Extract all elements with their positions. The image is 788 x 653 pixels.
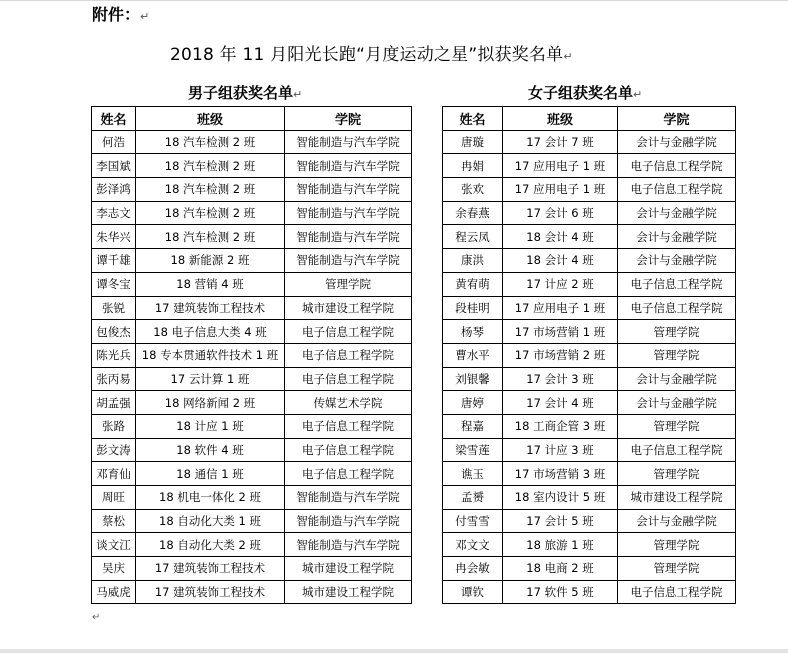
- cell-college[interactable]: 电子信息工程学院: [618, 580, 736, 604]
- cell-class[interactable]: 18 软件 4 班: [136, 438, 285, 462]
- table-row: [443, 438, 736, 462]
- table-header-row: [443, 107, 736, 131]
- cell-name[interactable]: 张路: [92, 414, 136, 438]
- cell-name[interactable]: 谯玉: [443, 462, 503, 486]
- table-row: [443, 509, 736, 533]
- male-winners-table[interactable]: [91, 106, 412, 604]
- cell-name[interactable]: 谭千雄: [92, 249, 136, 273]
- cell-name[interactable]: 康洪: [443, 249, 503, 273]
- cell-college[interactable]: 电子信息工程学院: [285, 438, 412, 462]
- cell-name[interactable]: 唐婷: [443, 391, 503, 415]
- cell-class[interactable]: 17 会计 3 班: [503, 367, 618, 391]
- cell-college[interactable]: 管理学院: [618, 320, 736, 344]
- cell-college[interactable]: 智能制造与汽车学院: [285, 533, 412, 557]
- female-winners-table[interactable]: [442, 106, 736, 604]
- table-row: [92, 343, 412, 367]
- cell-college[interactable]: 智能制造与汽车学院: [285, 249, 412, 273]
- table-row: [92, 414, 412, 438]
- paragraph-mark: ↵: [140, 10, 150, 23]
- cell-class[interactable]: 17 会计 4 班: [503, 391, 618, 415]
- table-row: [92, 225, 412, 249]
- cell-name[interactable]: 周旺: [92, 486, 136, 510]
- cell-name[interactable]: 谭钦: [443, 580, 503, 604]
- cell-class[interactable]: 18 工商企管 3 班: [503, 414, 618, 438]
- table-row: [92, 533, 412, 557]
- table-row: [92, 272, 412, 296]
- cell-class[interactable]: 18 自动化大类 2 班: [136, 533, 285, 557]
- cell-college[interactable]: 电子信息工程学院: [285, 320, 412, 344]
- table-row: [92, 462, 412, 486]
- table-row: [443, 296, 736, 320]
- male-table-body: [92, 130, 412, 604]
- table-row: [92, 486, 412, 510]
- cell-name[interactable]: 刘银馨: [443, 367, 503, 391]
- cell-college[interactable]: 城市建设工程学院: [285, 296, 412, 320]
- cell-college[interactable]: 电子信息工程学院: [618, 154, 736, 178]
- cell-college[interactable]: 智能制造与汽车学院: [285, 154, 412, 178]
- cell-class[interactable]: 18 专本贯通软件技术 1 班: [136, 343, 285, 367]
- cell-college[interactable]: 电子信息工程学院: [618, 438, 736, 462]
- cell-class[interactable]: 17 应用电子 1 班: [503, 178, 618, 202]
- table-row: [92, 154, 412, 178]
- page-bottom-edge: [0, 649, 788, 653]
- table-row: [443, 154, 736, 178]
- table-row: [92, 320, 412, 344]
- column-header-class[interactable]: 班级: [136, 107, 285, 131]
- cell-name[interactable]: 杨琴: [443, 320, 503, 344]
- cell-name[interactable]: 彭泽鸿: [92, 178, 136, 202]
- cell-class[interactable]: 17 云计算 1 班: [136, 367, 285, 391]
- cell-class[interactable]: 17 计应 2 班: [503, 272, 618, 296]
- table-row: [443, 557, 736, 581]
- cell-name[interactable]: 朱华兴: [92, 225, 136, 249]
- cell-class[interactable]: 18 新能源 2 班: [136, 249, 285, 273]
- cell-name[interactable]: 孟赟: [443, 486, 503, 510]
- paragraph-mark: ↵: [563, 50, 573, 63]
- cell-class[interactable]: 17 建筑装饰工程技术: [136, 580, 285, 604]
- cell-college[interactable]: 会计与金融学院: [618, 391, 736, 415]
- cell-class[interactable]: 17 应用电子 1 班: [503, 154, 618, 178]
- cell-class[interactable]: 18 电商 2 班: [503, 557, 618, 581]
- table-row: [443, 130, 736, 154]
- cell-class[interactable]: 18 室内设计 5 班: [503, 486, 618, 510]
- cell-college[interactable]: 电子信息工程学院: [285, 462, 412, 486]
- column-header-name[interactable]: 姓名: [92, 107, 136, 131]
- cell-college[interactable]: 智能制造与汽车学院: [285, 486, 412, 510]
- table-row: [92, 509, 412, 533]
- cell-name[interactable]: 黄宥萌: [443, 272, 503, 296]
- cell-name[interactable]: 陈光兵: [92, 343, 136, 367]
- cell-college[interactable]: 电子信息工程学院: [618, 178, 736, 202]
- cell-class[interactable]: 18 机电一体化 2 班: [136, 486, 285, 510]
- cell-college[interactable]: 会计与金融学院: [618, 509, 736, 533]
- female-list-heading[interactable]: [528, 82, 642, 103]
- cell-class[interactable]: 17 会计 6 班: [503, 201, 618, 225]
- attachment-label[interactable]: [92, 2, 149, 25]
- cell-class[interactable]: 18 汽车检测 2 班: [136, 178, 285, 202]
- cell-college[interactable]: 电子信息工程学院: [285, 414, 412, 438]
- cell-name[interactable]: 冉娟: [443, 154, 503, 178]
- cell-name[interactable]: 李志文: [92, 201, 136, 225]
- cell-college[interactable]: 智能制造与汽车学院: [285, 201, 412, 225]
- cell-college[interactable]: 智能制造与汽车学院: [285, 225, 412, 249]
- table-row: [92, 178, 412, 202]
- cell-name[interactable]: 余春燕: [443, 201, 503, 225]
- cell-college[interactable]: 电子信息工程学院: [285, 367, 412, 391]
- page-top-edge: [0, 0, 788, 1]
- cell-college[interactable]: 智能制造与汽车学院: [285, 509, 412, 533]
- cell-college[interactable]: 电子信息工程学院: [618, 296, 736, 320]
- table-row: [92, 130, 412, 154]
- cell-class[interactable]: 18 汽车检测 2 班: [136, 201, 285, 225]
- cell-name[interactable]: 张丙易: [92, 367, 136, 391]
- cell-class[interactable]: 17 计应 3 班: [503, 438, 618, 462]
- cell-name[interactable]: 包俊杰: [92, 320, 136, 344]
- cell-class[interactable]: 18 汽车检测 2 班: [136, 130, 285, 154]
- cell-college[interactable]: 会计与金融学院: [618, 130, 736, 154]
- cell-name[interactable]: 吴庆: [92, 557, 136, 581]
- cell-college[interactable]: 管理学院: [618, 414, 736, 438]
- cell-name[interactable]: 程嘉: [443, 414, 503, 438]
- table-row: [92, 296, 412, 320]
- cell-name[interactable]: 彭文涛: [92, 438, 136, 462]
- document-title-text: 2018 年 11 月阳光长跑“月度运动之星”拟获奖名单: [170, 45, 564, 65]
- table-header-row: [92, 107, 412, 131]
- table-row: [92, 557, 412, 581]
- table-row: [443, 414, 736, 438]
- attachment-label-text: 附件：: [92, 5, 141, 24]
- cell-class[interactable]: 17 建筑装饰工程技术: [136, 296, 285, 320]
- male-heading-text: 男子组获奖名单: [188, 84, 294, 102]
- cell-college[interactable]: 会计与金融学院: [618, 367, 736, 391]
- cell-name[interactable]: 邓育仙: [92, 462, 136, 486]
- cell-name[interactable]: 谈文江: [92, 533, 136, 557]
- table-row: [443, 391, 736, 415]
- cell-college[interactable]: 管理学院: [618, 343, 736, 367]
- table-row: [92, 201, 412, 225]
- cell-name[interactable]: 梁雪莲: [443, 438, 503, 462]
- cell-class[interactable]: 18 汽车检测 2 班: [136, 154, 285, 178]
- cell-class[interactable]: 17 市场营销 3 班: [503, 462, 618, 486]
- table-row: [92, 367, 412, 391]
- cell-class[interactable]: 17 软件 5 班: [503, 580, 618, 604]
- column-header-class[interactable]: 班级: [503, 107, 618, 131]
- cell-name[interactable]: 蔡松: [92, 509, 136, 533]
- cell-class[interactable]: 18 旅游 1 班: [503, 533, 618, 557]
- cell-college[interactable]: 智能制造与汽车学院: [285, 130, 412, 154]
- table-row: [443, 533, 736, 557]
- cell-college[interactable]: 电子信息工程学院: [285, 343, 412, 367]
- table-row: [92, 249, 412, 273]
- cell-college[interactable]: 管理学院: [285, 272, 412, 296]
- cell-class[interactable]: 18 网络新闻 2 班: [136, 391, 285, 415]
- cell-class[interactable]: 18 通信 1 班: [136, 462, 285, 486]
- cell-name[interactable]: 张锐: [92, 296, 136, 320]
- paragraph-mark: ↵: [92, 612, 101, 623]
- table-row: [443, 249, 736, 273]
- cell-college[interactable]: 城市建设工程学院: [285, 557, 412, 581]
- cell-college[interactable]: 管理学院: [618, 462, 736, 486]
- cell-name[interactable]: 唐璇: [443, 130, 503, 154]
- table-row: [443, 178, 736, 202]
- cell-class[interactable]: 17 会计 5 班: [503, 509, 618, 533]
- cell-college[interactable]: 传媒艺术学院: [285, 391, 412, 415]
- cell-college[interactable]: 会计与金融学院: [618, 249, 736, 273]
- cell-college[interactable]: 城市建设工程学院: [285, 580, 412, 604]
- cell-college[interactable]: 管理学院: [618, 533, 736, 557]
- cell-name[interactable]: 何浩: [92, 130, 136, 154]
- column-header-college[interactable]: 学院: [618, 107, 736, 131]
- table-row: [443, 343, 736, 367]
- cell-name[interactable]: 付雪雪: [443, 509, 503, 533]
- cell-college[interactable]: 会计与金融学院: [618, 201, 736, 225]
- cell-college[interactable]: 智能制造与汽车学院: [285, 178, 412, 202]
- column-header-college[interactable]: 学院: [285, 107, 412, 131]
- cell-class[interactable]: 18 营销 4 班: [136, 272, 285, 296]
- cell-name[interactable]: 张欢: [443, 178, 503, 202]
- cell-class[interactable]: 17 建筑装饰工程技术: [136, 557, 285, 581]
- table-row: [92, 391, 412, 415]
- cell-name[interactable]: 谭冬宝: [92, 272, 136, 296]
- cell-name[interactable]: 程云凤: [443, 225, 503, 249]
- cell-name[interactable]: 邓文文: [443, 533, 503, 557]
- cell-class[interactable]: 18 会计 4 班: [503, 225, 618, 249]
- table-row: [92, 580, 412, 604]
- table-row: [443, 225, 736, 249]
- female-table-body: [443, 130, 736, 604]
- table-row: [443, 367, 736, 391]
- cell-class[interactable]: 17 会计 7 班: [503, 130, 618, 154]
- table-row: [443, 272, 736, 296]
- cell-name[interactable]: 段桂明: [443, 296, 503, 320]
- table-row: [443, 320, 736, 344]
- cell-name[interactable]: 冉会敏: [443, 557, 503, 581]
- cell-college[interactable]: 电子信息工程学院: [618, 272, 736, 296]
- cell-college[interactable]: 会计与金融学院: [618, 225, 736, 249]
- cell-college[interactable]: 城市建设工程学院: [618, 486, 736, 510]
- cell-class[interactable]: 18 自动化大类 1 班: [136, 509, 285, 533]
- table-row: [443, 462, 736, 486]
- male-list-heading[interactable]: [188, 82, 302, 103]
- document-title[interactable]: [170, 40, 573, 65]
- cell-college[interactable]: 管理学院: [618, 557, 736, 581]
- cell-class[interactable]: 17 应用电子 1 班: [503, 296, 618, 320]
- cell-name[interactable]: 马威虎: [92, 580, 136, 604]
- paragraph-mark: ↵: [633, 88, 643, 101]
- cell-name[interactable]: 曹水平: [443, 343, 503, 367]
- table-row: [443, 580, 736, 604]
- cell-name[interactable]: 李国斌: [92, 154, 136, 178]
- table-row: [443, 486, 736, 510]
- cell-class[interactable]: 17 市场营销 2 班: [503, 343, 618, 367]
- table-row: [443, 201, 736, 225]
- column-header-name[interactable]: 姓名: [443, 107, 503, 131]
- cell-class[interactable]: 17 市场营销 1 班: [503, 320, 618, 344]
- cell-class[interactable]: 18 电子信息大类 4 班: [136, 320, 285, 344]
- female-heading-text: 女子组获奖名单: [528, 84, 634, 102]
- cell-class[interactable]: 18 会计 4 班: [503, 249, 618, 273]
- paragraph-mark: ↵: [293, 88, 303, 101]
- cell-class[interactable]: 18 汽车检测 2 班: [136, 225, 285, 249]
- cell-name[interactable]: 胡孟强: [92, 391, 136, 415]
- cell-class[interactable]: 18 计应 1 班: [136, 414, 285, 438]
- table-row: [92, 438, 412, 462]
